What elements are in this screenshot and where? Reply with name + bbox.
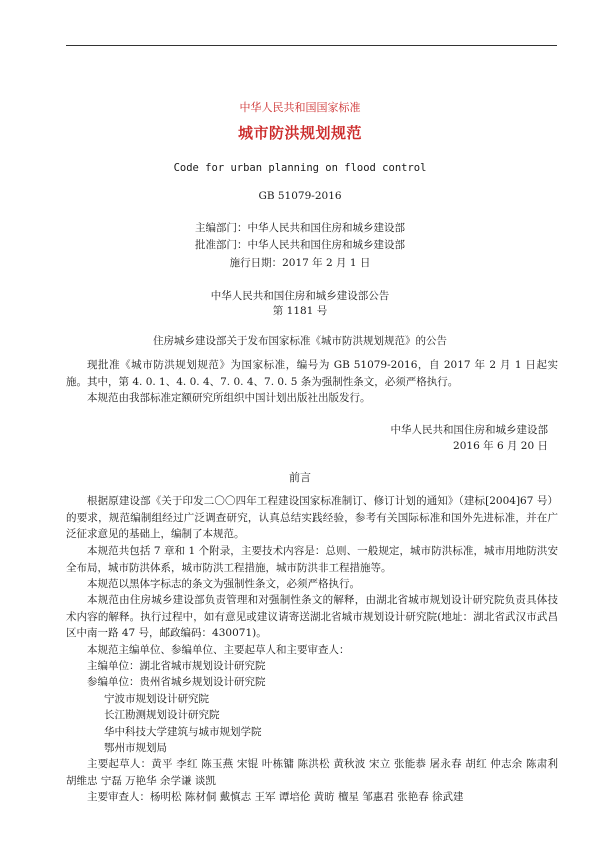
participating-unit: 宁波市规划设计研究院	[104, 693, 209, 705]
participating-unit: 鄂州市规划局	[104, 742, 167, 754]
participating-unit: 长江勘测规划设计研究院	[104, 709, 220, 721]
chief-editor-dept: 主编部门：中华人民共和国住房和城乡建设部	[195, 222, 405, 234]
preface-heading: 前言	[289, 471, 311, 484]
effective-date: 施行日期：2017 年 2 月 1 日	[229, 257, 371, 269]
announcement-title: 住房城乡建设部关于发布国家标准《城市防洪规划规范》的公告	[153, 335, 447, 347]
announcement-number: 第 1181 号	[272, 305, 328, 317]
announcement-date: 2016 年 6 月 20 日	[453, 440, 548, 452]
chief-unit: 主编单位：湖北省城市规划设计研究院	[87, 660, 266, 672]
announcement-paragraph-1: 现批准《城市防洪规划规范》为国家标准，编号为 GB 51079-2016，自 2017 年 2 月 1 日起实施。其中，第 4. 0. 1、4. 0. 4、7. 0. 4、7. 0. 5 条为强制性条文，必须严格执行。	[66, 359, 558, 388]
preface-paragraph-3: 本规范以黑体字标志的条文为强制性条文，必须严格执行。	[87, 578, 360, 590]
preface-paragraph-5: 本规范主编单位、参编单位、主要起草人和主要审查人：	[87, 644, 350, 656]
participating-unit: 华中科技大学建筑与城市规划学院	[104, 726, 262, 738]
preface-paragraph-4: 本规范由住房城乡建设部负责管理和对强制性条文的解释，由湖北省城市规划设计研究院负责具体技术内容的解释。执行过程中，如有意见或建议请寄送湖北省城市规划设计研究院(地址：湖北省武汉市武昌区中南一路 47 号，邮政编码：430071)。	[66, 594, 558, 639]
approval-dept: 批准部门：中华人民共和国住房和城乡建设部	[195, 239, 405, 251]
standard-code: GB 51079-2016	[258, 190, 342, 202]
english-title: Code for urban planning on flood control	[173, 162, 427, 174]
main-drafters: 主要起草人：黄平 李红 陈玉燕 宋锟 叶栋镛 陈洪松 黄秋波 宋立 张能恭 屠永春 胡红 仲志余 陈肃利 胡维忠 宁磊 万艳华 余学谦 谈凯	[66, 758, 558, 787]
preface-paragraph-2: 本规范共包括 7 章和 1 个附录，主要技术内容是：总则、一般规定，城市防洪标准，城市用地防洪安全布局，城市防洪体系，城市防洪工程措施，城市防洪非工程措施等。	[66, 545, 558, 574]
main-reviewers: 主要审查人：杨明松 陈材侗 戴慎志 王军 谭培伦 黄昉 檀星 邹惠君 张艳春 徐武建	[87, 791, 464, 803]
top-rule	[66, 45, 557, 46]
participating-units-label: 参编单位：贵州省城乡规划设计研究院	[87, 676, 266, 688]
announcement-signature: 中华人民共和国住房和城乡建设部	[390, 424, 548, 436]
announcement-paragraph-2: 本规范由我部标准定额研究所组织中国计划出版社出版发行。	[87, 392, 371, 404]
standard-type: 中华人民共和国国家标准	[239, 101, 361, 114]
page-title: 城市防洪规划规范	[237, 124, 362, 142]
preface-paragraph-1: 根据原建设部《关于印发二〇〇四年工程建设国家标准制订、修订计划的通知》（建标[2004]67 号）的要求，规范编制组经过广泛调查研究，认真总结实践经验，参考有关国际标准和国外先进标准，并在广泛征求意见的基础上，编制了本规范。	[66, 495, 558, 540]
announcement-issuer: 中华人民共和国住房和城乡建设部公告	[210, 290, 390, 302]
